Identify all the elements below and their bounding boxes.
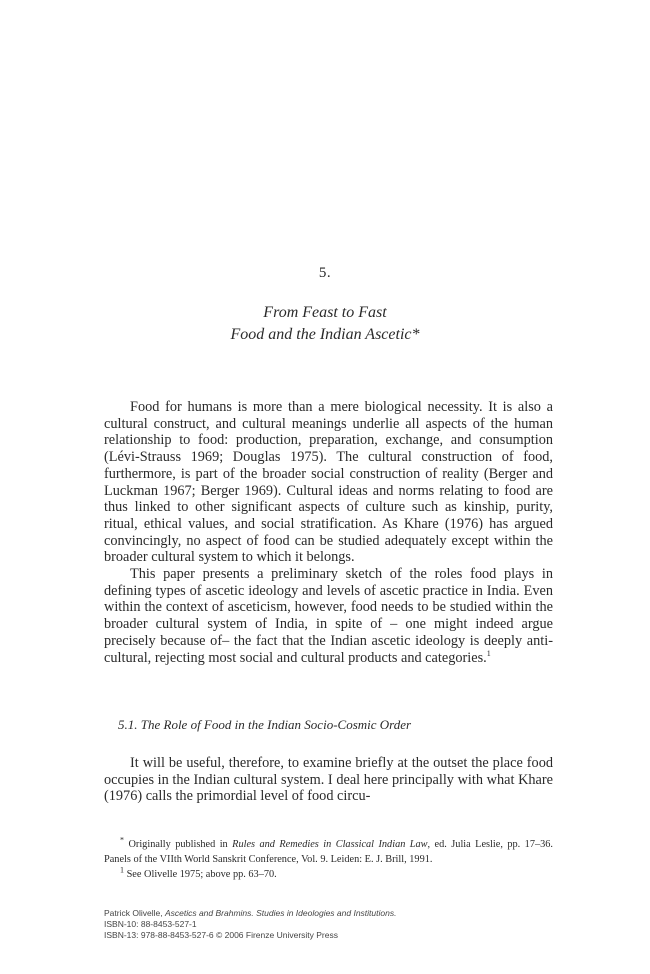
footnote-1-text: See Olivelle 1975; above pp. 63–70. <box>126 869 277 880</box>
imprint-isbn10: ISBN-10: 88-8453-527-1 <box>104 919 197 929</box>
footnote-star-title: Rules and Remedies in Classical Indian Law <box>232 839 428 850</box>
imprint-isbn13: ISBN-13: 978-88-8453-527-6 © 2006 Firenze University Press <box>104 930 338 940</box>
imprint <box>104 908 553 941</box>
footnote-star <box>104 837 553 867</box>
footnote-star-suffix: , ed. Julia Leslie, pp. 17–36. Panels of the VIIth World Sanskrit Conference, Vol. 9. Leiden: E. J. Brill, 1991. <box>104 839 553 865</box>
chapter-title-line-2: Food and the Indian Ascetic* <box>230 326 420 343</box>
section-heading: 5.1. The Role of Food in the Indian Socio-Cosmic Order <box>118 717 412 732</box>
body-text-section <box>104 755 553 805</box>
footnote-star-marker: * <box>120 835 124 845</box>
body-text <box>104 399 553 666</box>
footnote-1 <box>104 867 553 882</box>
imprint-author: Patrick Olivelle, <box>104 908 165 918</box>
chapter-title-line-1: From Feast to Fast <box>263 304 387 321</box>
footnotes <box>104 837 553 882</box>
section-paragraph-1: It will be useful, therefore, to examine briefly at the outset the place food occupies in the Indian cultural system. I deal here principally with what Khare (1976) calls the primordial level of food circu- <box>104 755 553 805</box>
footnote-star-prefix: Originally published in <box>128 839 233 850</box>
footnote-1-marker: 1 <box>120 865 124 875</box>
body-paragraph-2 <box>104 566 553 666</box>
imprint-citation <box>104 908 553 919</box>
chapter-title <box>0 302 650 346</box>
imprint-book-title: Ascetics and Brahmins. Studies in Ideologies and Institutions. <box>164 908 397 918</box>
body-paragraph-2-text: This paper presents a preliminary sketch of the roles food plays in defining types of ascetic ideology and levels of ascetic practice in India. Even within the context of asceticism, however, food needs to be studied within the broader cultural system of India, in spite of – one might indeed argue precisely because of– the fact that the Indian ascetic ideology is deeply anti-cultural, rejecting most social and cultural products and categories. <box>104 566 553 666</box>
body-paragraph-1: Food for humans is more than a mere biological necessity. It is also a cultural construct, and cultural meanings underlie all aspects of the human relationship to food: production, preparation, exchange, and consumption (Lévi-Strauss 1969; Douglas 1975). The cultural construction of food, furthermore, is part of the broader social construction of reality (Berger and Luckman 1967; Berger 1969). Cultural ideas and norms relating to food are thus linked to other significant aspects of culture such as kinship, purity, ritual, ethical values, and social stratification. As Khare (1976) has argued convincingly, no aspect of food can be studied adequately except within the broader cultural system to which it belongs. <box>104 399 553 566</box>
footnote-ref-1[interactable]: 1 <box>486 648 491 658</box>
chapter-number: 5. <box>318 265 332 281</box>
